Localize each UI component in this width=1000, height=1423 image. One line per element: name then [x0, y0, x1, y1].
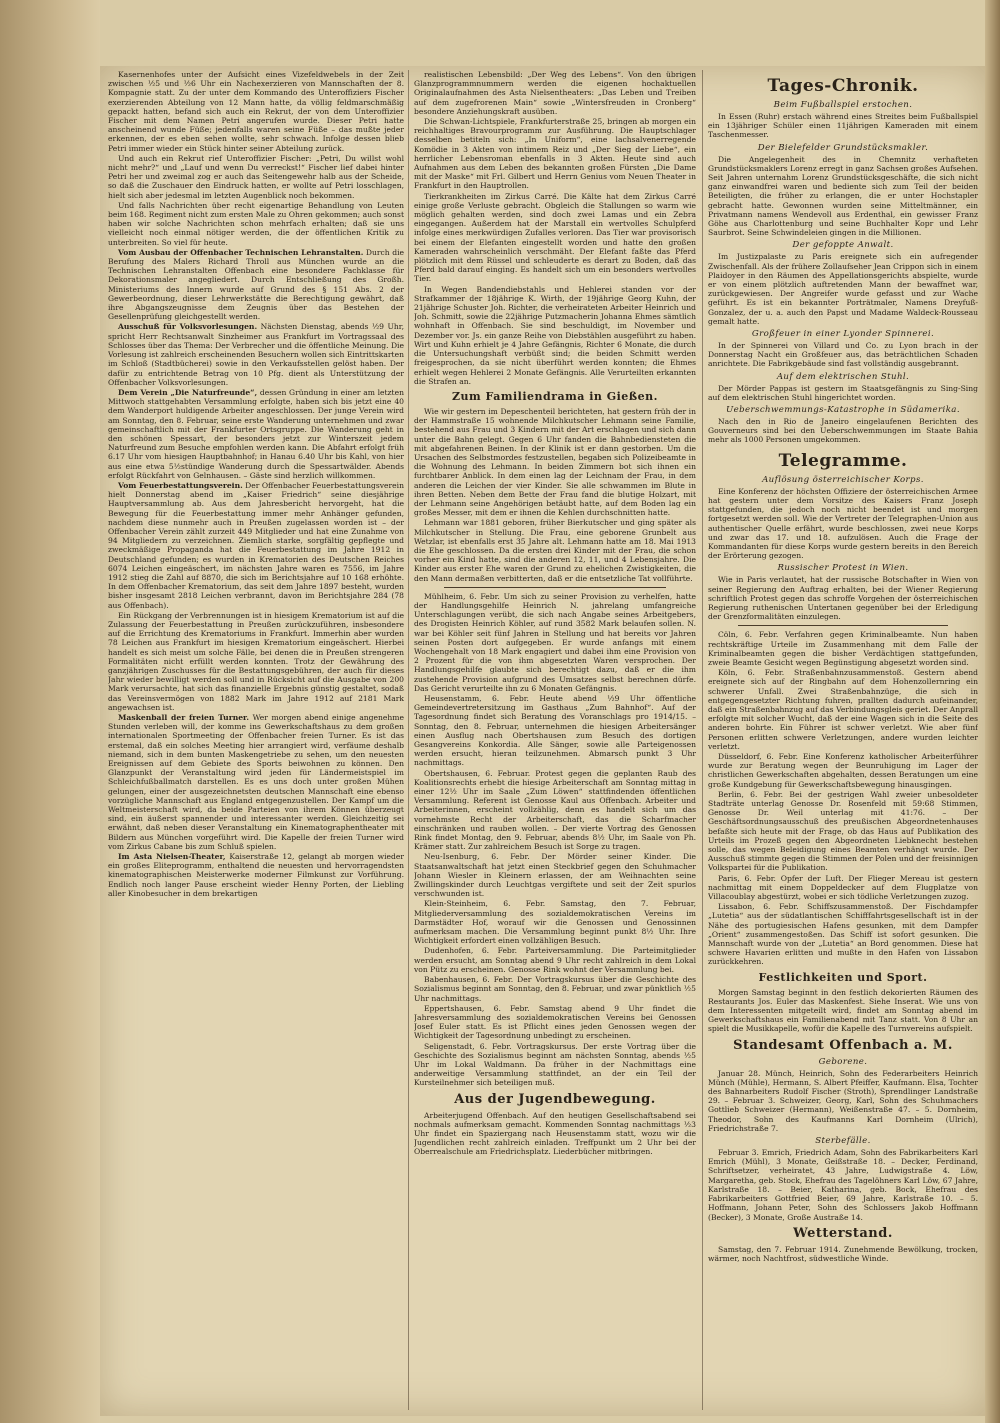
article-subheading: Ueberschwemmungs-Katastrophe in Südamerika.	[726, 405, 960, 416]
article-text: Eppertshausen, 6. Febr. Samstag abend 9 Uhr findet die Jahresversammlung des sozialdemokratischen Vereins bei Genossen Josef Euler statt. Es ist Pflicht eines jeden Genossen wegen der Wichtigkeit der Tagesordnung unbedingt zu erscheinen.	[414, 1003, 696, 1041]
article-subheading: Der Bielefelder Grundstücksmakler.	[757, 142, 929, 153]
article-text: Wie wir gestern im Depeschenteil berichteten, hat gestern früh der in der Hammstraße 15 wohnende Milchkutscher Lehmann seine Familie, bestehend aus Frau und 3 Kindern mit der Art erschlagen und sich dann unter die Bahn gelegt. Gegen 6 Uhr fanden die Bahnbediensteten die mit abgefahrenen Beinen. In der Klinik ist er dann gestorben. Um die Ursachen des Selbstmordes festzustellen, begaben sich Polizeibeamte in die Wohnung des Lehmann. In beiden Zimmern bot sich ihnen ein furchtbarer Anblick. In dem einen lag der Leichnam der Frau, in dem anderen die Leichen der vier Kinder. Sie alle schwammen im Blute in ihren Betten. Neben dem Bette der Frau fand die blutige Holzart, mit der Lehmann seine Angehörigen betäubt hatte, auf dem Boden lag ein großes Messer, mit dem er ihnen die Kehlen durchschnitten hatte.	[414, 406, 696, 518]
article-text: realistischen Lebensbild: „Der Weg des Lebens“. Von den übrigen Glanzprogrammnummern werden die eigenen hochaktuellen Originalaufnahmen des Asta Nielsentheaters: „Das Leben und Treiben auf dem zugefrorenen Main“ sowie „Wintersfreuden in Cronberg“ besondere Anziehungskraft ausüben.	[414, 70, 696, 116]
article-text: Düsseldorf, 6. Febr. Eine Konferenz katholischer Arbeiterführer wurde zur Beratung wegen der Beunruhigung im Lager der christlichen Gewerkschaften abgehalten, dessen Beratungen um eine große Kundgebung für Gewerkschaftsbewegung hinausgingen.	[708, 751, 978, 789]
article-text: In Essen (Ruhr) erstach während eines Streites beim Fußballspiel ein 13jähriger Schüler einen 11jährigen Kameraden mit einem Taschenmesser.	[708, 112, 978, 140]
article-subheading: Großfeuer in einer Lyonder Spinnerei.	[751, 329, 935, 340]
article-text: In der Spinnerei von Villard und Co. zu Lyon brach in der Donnerstag Nacht ein Großfeuer aus, das beträchtlichen Schaden anrichtete. Die Fabrikgebäude sind fast vollständig ausgebrannt.	[708, 341, 978, 369]
section-title: Festlichkeiten und Sport.	[758, 970, 928, 984]
article-text: Köln, 6. Febr. Straßenbahnzusammenstoß. Gestern abend ereignete sich auf der Ringbahn auf dem Hohenzollernring ein schwerer Unfall. Zwei Straßenbahnzüge, die sich in entgegengesetzter Richtung fuhren, prallten dadurch aufeinander, daß ein Straßenbahnzug auf das Verbindungsgleis geriet. Der Anprall erfolgte mit solcher Wucht, daß der eine Wagen sich in die Seite des anderen bohrte. Ein Führer ist schwer verletzt. Wie aber fünf Personen erlitten schwere Verletzungen, andere wurden leichter verletzt.	[708, 668, 978, 751]
divider	[444, 587, 666, 588]
article-text: Januar 28. Münch, Heinrich, Sohn des Federarbeiters Heinrich Münch (Mühle), Hermann, S. Albert Pfeiffer, Kaufmann. Elsa, Tochter des Bahnarbeiters Rudolf Fischer (Stroth), Sprendlinger Landstraße 29. – Februar 3. Schweizer, Georg, Karl, Sohn des Schuhmachers Gottlieb Schweizer (Hermann), Weißenstraße 47. – 5. Dornheim, Theodor, Sohn des Kaufmanns Karl Dornheim (Ulrich), Friedrichstraße 7.	[708, 1068, 978, 1133]
article-text: Cöln, 6. Febr. Verfahren gegen Kriminalbeamte. Nun haben rechtskräftige Urteile im Zusammenhang mit dem Falle der Kriminalbeamten gegen die bisher Verdächtigen stattgefunden, zweie Beamte Gesicht wegen Begünstigung abgesetzt worden sind.	[708, 630, 978, 667]
article-text: Berlin, 6. Febr. Bei der gestrigen Wahl zweier unbesoldeter Stadträte unterlag Genosse Dr. Rosenfeld mit 59:68 Stimmen, Genosse Dr. Weil unterlag mit 41:76. – Der Geschäftsordnungsausschuß des preußischen Abgeordnetenhauses befaßte sich heute mit der Frage, ob das Haus auf Publikation des Urteils im Prozeß gegen den Abgeordneten Liebknecht bestehen solle, das wegen Beleidigung eines Beamten verhängt wurde. Der Ausschuß stimmte gegen die Stimmen der Polen und der freisinnigen Volkspartei für die Publikation.	[708, 789, 978, 873]
article-text: Paris, 6. Febr. Opfer der Luft. Der Flieger Mereau ist gestern nachmittag mit einem Doppeldecker auf dem Flugplatze von Villacoublay abgestürzt, wobei er sich tödliche Verletzungen zuzog.	[708, 873, 978, 902]
article-text: Lissabon, 6. Febr. Schiffszusammenstoß. Der Fischdampfer „Lutetia“ aus der südatlantischen Schifffahrtsgesellschaft ist in der Nähe des portugiesischen Hafens gesunken, mit dem Dampfer „Orient“ zusammengestoßen. Das Schiff ist sofort gesunken. Die Mannschaft wurde von der „Lutetia“ an Bord genommen. Diese hat schwere Havarien erlitten und mußte in den Hafen von Lissabon zurückkehren.	[708, 902, 978, 967]
article-heading: Ausschuß für Volksvorlesungen.	[118, 322, 258, 332]
section-title: Telegramme.	[778, 450, 908, 471]
article-heading: Dem Verein „Die Naturfreunde“,	[118, 387, 258, 397]
divider	[738, 625, 948, 626]
section-heading: Zum Familiendrama in Gießen.	[452, 389, 658, 403]
article-text: Der Mörder Pappas ist gestern im Staatsgefängnis zu Sing-Sing auf dem elektrischen Stuhl hingerichtet worden.	[708, 383, 978, 402]
article-text: Kasernenhofes unter der Aufsicht eines Vizefeldwebels in der Zeit zwischen ½5 und ½6 Uhr ein Nachexerzieren von Mannschaften der 8. Kompagnie statt. Zu der unter dem Kommando des Unteroffiziers Fischer exerzierenden Abteilung von 12 Mann hatte, da völlig feldmarschmäßig gepackt hatten, befand sich auch ein Rekrut, der von dem Unteroffizier Fischer mit dem Namen Petri angerufen wurde. Dieser Petri hatte anscheinend wunde Füße; jedenfalls waren seine Füße – das mußte jeder erkennen, der es eben sehen wollte, sehr schwach. Infolge dessen blieb Petri immer wieder ein Stück hinter seiner Abteilung zurück.	[108, 70, 404, 153]
article-text: Durch die Berufung des Malers Richard Throll aus München wurde an die Technischen Lehranstalten Offenbach eine besondere Fachklasse für Dekorationsmaler angegliedert. Durch Entschließung des Großh. Ministeriums des Innern wurde auf Grund des § 151 Abs. 2 der Gewerbeordnung, dieser Lehrwerkstätte die Berechtigung gewährt, daß ihre Abgangszeugnisse dem Zeugnis über das Bestehen der Gesellenprüfung gleichgestellt werden.	[108, 247, 404, 322]
article-heading: Im Asta Nielsen-Theater,	[118, 852, 226, 862]
article-heading: Vom Feuerbestattungsverein.	[118, 480, 243, 490]
article-text: Die Angelegenheit des in Chemnitz verhafteten Grundstücksmaklers Lorenz erregt in ganz Sachsen großes Aufsehen. Seit Jahren unternahm Lorenz Grundstücksgeschäfte, die sich nicht ganz einwandfrei waren und bediente sich zum Teil der beiden Beteiligten, die früher zu erlangen, die er unter Hochstapler gebracht hatte. Gewonnen wurden seine Mitteltmänner, ein Privatmann namens Wendevoll aus Erdenthal, ein gewisser Franz Göhe aus Charlottenburg und seine Buchhalter Kopr und Lehr Saurbrot. Seine Schwindeleien gingen in die Millionen.	[708, 154, 978, 238]
section-title: Tages-Chronik.	[767, 76, 919, 96]
article-text: Samstag, den 7. Februar 1914. Zunehmende Bewölkung, trocken, wärmer, noch Nachtfrost, südwestliche Winde.	[708, 1244, 978, 1263]
article-text: Mühlheim, 6. Febr. Um sich zu seiner Provision zu verhelfen, hatte der Handlungsgehilfe Heinrich N. jahrelang umfangreiche Unterschlagungen verübt, die sich nach Angabe seines Arbeitgebers, des Drogisten Heinrich Köhler, auf rund 3582 Mark belaufen sollen. N. war bei Köhler seit fünf Jahren in Stellung und hat bereits vor Jahren seinen Posten dort aufgegeben. Er wurde anfangs mit einem Wochengehalt von 18 Mark engagiert und dabei ihm eine Provision von 2 Prozent für die von ihm abgesetzten Waren versprochen. Der Handlungsgehilfe glaubte sich berechtigt dazu, daß er die ihm zustehende Provision aufgrund des Umsatzes selbst berechnen dürfe. Das Gericht verurteilte ihn zu 6 Monaten Gefängnis.	[414, 591, 696, 693]
article-heading: Vom Ausbau der Offenbacher Technischen Lehranstalten.	[118, 247, 364, 257]
article-heading: Maskenball der freien Turner.	[118, 713, 249, 723]
article-text: Und auch ein Rekrut rief Unteroffizier Fischer: „Petri, Du willst wohl nicht mehr?“ und „Lauf und wenn Du verreckst!“ Fischer lief dabei hinter Petri her und zweimal zog er auch das Seitengewehr halb aus der Scheide, so daß die Zuschauer den Eindruck hatten, er wollte auf Petri losschlagen, hielt sich aber jedesmal im letzten Augenblick noch bekommen.	[108, 153, 404, 200]
article-text: dessen Gründung in einer am letzten Mittwoch stattgehabten Versammlung erfolgte, haben sich bis jetzt eine 40 dem Wanderport huldigende Arbeiter angeschlossen. Der junge Verein wird am Sonntag, den 8. Februar, seine erste Wanderung unternehmen und zwar gemeinschaftlich mit der Frankfurter Ortsgruppe. Die Wanderung geht in den schönen Spessart, der besonders jetzt zur Winterszeit jedem Naturfreund zum Besuche empfohlen werden kann. Die Abfahrt erfolgt früh 6.17 Uhr vom hiesigen Hauptbahnhof; in Hanau 6.40 Uhr bis Kahl, von hier aus eine etwa 5½stündige Wanderung durch die Spessartwälder. Abends erfolgt Rückfahrt von Gelnhausen. – Gäste sind herzlich willkommen.	[108, 387, 404, 480]
column-1	[108, 70, 404, 1415]
article-text: Babenhausen, 6. Febr. Der Vortragskursus über die Geschichte des Sozialismus beginnt am Sonntag, den 8. Februar, und zwar pünktlich ½5 Uhr nachmittags.	[414, 975, 696, 1003]
article-subheading: Geborene.	[818, 1056, 868, 1067]
article-text: In Wegen Bandendiebstahls und Hehlerei standen vor der Strafkammer der 18jährige K. Wirth, der 19jährige Georg Kuhn, der 21jährige Schuster Joh. Richter, die verheirateten Arbeiter Heinrich und Joh. Schmitt, sowie die 22jährige Putzmacherin Johanna Ehmes sämtlich wohnhaft in Offenbach. Sie sind beschuldigt, im November und Dezember vor. Js. ein ganze Reihe von Diebstählen ausgeführt zu haben. Wirt und Kuhn erhielt je 4 Jahre Gefängnis, Richter 6 Monate, die durch die Untersuchungshaft verbüßt sind; die beiden Schmitt werden freigesprochen, da sie nicht überführt werden konnten; die Ehmes erhielt wegen Hehlerei 2 Monate Gefängnis. Alle Verurteilten erkannten die Strafen an.	[414, 284, 696, 386]
article-text: Klein-Steinheim, 6. Febr. Samstag, den 7. Februar, Mitgliederversammlung des sozialdemokratischen Vereins im Darmstädter Hof, worauf wir die Genossen und Genossinnen aufmerksam machen. Die Versammlung beginnt punkt 8½ Uhr. Ihre Wichtigkeit erfordert einen vollzähligen Besuch.	[414, 899, 696, 946]
column-rule-1	[408, 70, 409, 1410]
article-text: Lehmann war 1881 geboren, früher Bierkutscher und ging später als Milchkutscher in Stellung. Die Frau, eine geborene Grunbelt aus Wetzlar, ist ebenfalls erst 35 Jahre alt. Lehmann hatte am 18. Mai 1913 die Ehe geschlossen. Da die ersten drei Kinder mit der Frau, die schon vorher ein Kind hatte, sind die anderen 12, 11, und 4 Lebensjahre. Die Kinder aus erster Ehe waren der Grund zu ehelichen Zwistigkeiten, die den Mann dermaßen verbitterten, daß er die entsetzliche Tat vollführte.	[414, 518, 696, 583]
article-subheading: Der gefoppte Anwalt.	[792, 240, 894, 251]
article-text: Morgen Samstag beginnt in den festlich dekorierten Räumen des Restaurants Jos. Euler das Maskenfest. Siehe Inserat. Wie uns von dem Interessenten mitgeteilt wird, findet am Sonntag abend im Gewerkschaftshaus ein Familienabend mit Tanz statt. Von 8 Uhr an spielt die Musikkapelle, wofür die Kapelle des Turnvereins aufspielt.	[708, 987, 978, 1034]
page-binding	[0, 0, 100, 1423]
article-text: Wer morgen abend einige angenehme Stunden verleben will, der komme ins Gewerkschaftshaus zu dem großen internationalen Sportmeeting der Offenbacher freien Turner. Es ist das erstemal, daß ein solches Meeting hier arrangiert wird, verfäume deshalb niemand, sich in dem bunten Maskengetriebe zu sehen, um den neuesten Ereignissen auf dem Gebiete des Sports beiwohnen zu können. Den Glanzpunkt der Veranstaltung wird jeden für Ländermeistspiel im Schleichfußballmatch darstellen. Es es uns doch unter großen Mühen gelungen, einer der ausgezeichnetsten deutschen Mannschaft eine ebenso vorzügliche Mannschaft aus England entgegenzustellen. Der Kampf um die Weltmeisterschaft wird, da beide Parteien von ihrem Können überzeugt sind, ein äußerst spannender und interessanter werden. Gleichzeitig sei erwähnt, daß neben dieser Veranstaltung ein Kinematographentheater mit Bildern aus München vorgeführt wird. Die Kapelle der freien Turner wird vom Zirkus Cabane bis zum Schluß spielen.	[108, 713, 404, 851]
article-text: Kaiserstraße 12, gelangt ab morgen wieder ein großes Eliteprogramm, enthaltend die neuesten und hervorragendsten kinematographischen Meisterwerke moderner Filmkunst zur Vorführung. Endlich noch langer Pause erscheint wieder Henny Porten, der Liebling aller Kinobesucher in dem brekartigen	[108, 852, 404, 898]
article-text: Nächsten Dienstag, abends ½9 Uhr, spricht Herr Rechtsanwalt Sinzheimer aus Frankfurt im Vortragssaal des Schlosses über das Thema: Der Verbrecher und die öffentliche Meinung. Die Vorlesung ist zahlreich erscheinenden Besuchern wollen sich Eintrittskarten im Schloß (Stadtbücherei) sowie in den Verkaufsstellen gelöst haben. Der dafür zu entrichtende Betrag von 10 Pfg. dient als Unterstützung der Offenbacher Volksvorlesungen.	[108, 322, 404, 387]
section-title: Wetterstand.	[793, 1225, 893, 1241]
article-text: Die Schwan-Lichtspiele, Frankfurterstraße 25, bringen ab morgen ein reichhaltiges Bravourprogramm zur Ausführung. Die Hauptschlager desselben betiteln sich: „In Uniform“, eine lachsalvenerregende Komödie in 3 Akten von intimem Reiz und „Der Sieg der Liebe“, ein herrlicher Lebensroman ebenfalls in 3 Akten. Heute sind auch Aufnahmen aus dem Leben des bekannten großen Fürsten „Die Dame mit der Maske“ mit Frl. Gilbert und Herrn Genius vom Neuen Theater in Frankfurt in den Hauptrollen.	[414, 117, 696, 191]
article-subheading: Auf dem elektrischen Stuhl.	[776, 371, 910, 382]
column-2	[414, 70, 696, 1415]
page-edge	[985, 0, 1000, 1423]
article-text: Obertshausen, 6. Februar. Protest gegen die geplanten Raub des Koalitionsrechts erhebt die hiesige Arbeiterschaft am Sonntag mittag in einer 12½ Uhr im Saale „Zum Löwen“ stattfindenden öffentlichen Versammlung. Referent ist Genosse Kaul aus Offenbach. Arbeiter und Arbeiterinnen, erscheint vollzählig, denn es handelt sich um das vornehmste Recht der Arbeiterschaft, das die Scharfmacher einschränken und rauben wollen. – Der vierte Vortrag des Genossen Rink findet Montag, den 9. Februar, abends 8½ Uhr, im Saale von Ph. Krämer statt. Zur zahlreichem Besuch ist Sorge zu tragen.	[414, 768, 696, 852]
article-text: Dudenhofen, 6. Febr. Parteiversammlung. Die Parteimitglieder werden ersucht, am Sonntag abend 9 Uhr recht zahlreich in dem Lokal von Pütz zu erscheinen. Genosse Rink wohnt der Versammlung bei.	[414, 946, 696, 974]
article-text: Im Justizpalaste zu Paris ereignete sich ein aufregender Zwischenfall. Als der frühere Zollaufseher Jean Crippon sich in einem Plaidoyer in den Räumen des Appellationsgerichts abspielte, wurde er von einem plötzlich auftretenden Mann der bewaffnet war, zurückgewiesen. Der Angreifer wurde gefasst und zur Wache geführt. Es ist ein bekannter Porträtmaler, Namens Dreyfuß-Gonzalez, der u. a. auch den Papst und Madame Waldeck-Rousseau gemalt hatte.	[708, 252, 978, 326]
article-text: Heusenstamm, 6. Febr. Heute abend ½9 Uhr öffentliche Gemeindevertretersitzung im Gasthaus „Zum Bahnhof“. Auf der Tagesordnung findet sich Beratung des Voranschlags pro 1914/15. – Sonntag, den 8. Februar, unternehmen die hiesigen Arbeitersänger einen Ausflug nach Obertshausen zum Besuch des dortigen Gesangvereins Konkordia. Alle Sänger, sowie alle Parteigenossen werden ersucht, hieran teilzunehmen. Abmarsch punkt 3 Uhr nachmittags.	[414, 694, 696, 768]
column-3	[708, 70, 978, 1415]
article-subheading: Sterbefälle.	[815, 1136, 871, 1147]
article-text: Neu-Isenburg, 6. Febr. Der Mörder seiner Kinder. Die Staatsanwaltschaft hat jetzt einen Steckbrief gegen den Schuhmacher Johann Wiesler in Kleinern erlassen, der am Weihnachten seine Zwillingskinder durch Leuchtgas vergiftete und seit der Zeit spurlos verschwunden ist.	[414, 852, 696, 899]
article-text: Und falls Nachrichten über recht eigenartige Behandlung von Leuten beim 168. Regiment nicht zum ersten Male zu Ohren gekommen; auch sonst haben wir solche Nachrichten schon mehrfach erhalten; daß sie uns vielleicht noch einmal nötiger werden, die der öffentlichen Kritik zu unterbreiten. So viel für heute.	[108, 200, 404, 247]
article-subheading: Auflösung österreichischer Korps.	[762, 474, 924, 485]
article-text: Seligenstadt, 6. Febr. Vortragskursus. Der erste Vortrag über die Geschichte des Sozialismus beginnt am nächsten Sonntag, abends ½5 Uhr im Lokal Waldmann. Da früher in der Nachmittags eine anderweitige Versammlung stattfindet, an der ein Teil der Kursteilnehmer sich beteiligen muß.	[414, 1041, 696, 1088]
article-subheading: Russischer Protest in Wien.	[777, 563, 909, 574]
column-rule-2	[702, 70, 703, 1410]
article-text: Ein Rückgang der Verbrennungen ist in hiesigem Krematorium ist auf die Zulassung der Feuerbestattung in Preußen zurückzuführen, insbesondere auf die Errichtung des Krematoriums in Frankfurt. Immerhin aber wurden 78 Leichen aus Frankfurt im hiesigen Krematorium eingeäschert. Hierbei handelt es sich meist um solche Fälle, bei denen die in Preußen strengeren Formalitäten nicht erfüllt werden konnten. Trotz der Gewährung des ganzjährigen Zuschusses für die Bestattungsgebühren, der auch für dieses Jahr wieder bewilligt werden soll und in Rücksicht auf die Ausgabe von 200 Mark verursachte, hat sich das finanzielle Ergebnis günstig gestaltet, sodaß das Vereinsvermögen von 1882 Mark im Jahre 1912 auf 2181 Mark angewachsen ist.	[108, 610, 404, 712]
article-text: Februar 3. Emrich, Friedrich Adam, Sohn des Fabrikarbeiters Karl Emrich (Mühl), 3 Monate, Geißstraße 18. – Decker, Ferdinand, Schriftsetzer, verheiratet, 43 Jahre, Ludwigstraße 4. Löw, Margaretha, geb. Stock, Ehefrau des Tagelöhners Karl Löw, 67 Jahre, Karlstraße 18. – Beier, Katharina, geb. Bock, Ehefrau des Fabrikarbeiters Gottfried Beier, 69 Jahre, Karlstraße 10. – 5. Hoffmann, Johann Peter, Sohn des Schlossers Jakob Hoffmann (Becker), 3 Monate, Große Austraße 14.	[708, 1148, 978, 1222]
article-text: Wie in Paris verlautet, hat der russische Botschafter in Wien von seiner Regierung den Auftrag erhalten, bei der Wiener Regierung schriftlich Protest gegen das schroffe Vorgehen der österreichischen Regierung ruthenischen Untertanen gegenüber bei der Erledigung der Grenzformalitäten einzulegen.	[708, 575, 978, 622]
article-text: Tierkrankheiten im Zirkus Carré. Die Kälte hat dem Zirkus Carré einige große Verluste gebracht. Obgleich die Stallungen so warm wie möglich gehalten werden, sind doch zwei Lamas und ein Zebra eingegangen. Außerdem hat der Marstall ein wertvolles Schulpferd infolge eines merkwürdigen Zufalles verloren. Das Tier war provisorisch bei einem der Elefanten eingestellt worden und hatte den großen Kameraden wahrscheinlich verschmäht. Der Elefant faßte das Pferd plötzlich mit dem Rüssel und schleuderte es derart zu Boden, daß das Pferd bald darauf einging. Es handelt sich um ein besonders wertvolles Tier.	[414, 191, 696, 284]
section-title: Standesamt Offenbach a. M.	[733, 1037, 953, 1053]
article-text: Nach den in Rio de Janeiro eingelaufenen Berichten des Gouverneurs sind bei den Ueberschwemmungen im Staate Bahia mehr als 1000 Personen umgekommen.	[708, 417, 978, 445]
section-heading: Aus der Jugendbewegung.	[454, 1091, 656, 1107]
article-text: Arbeiterjugend Offenbach. Auf den heutigen Gesellschaftsabend sei nochmals aufmerksam gemacht. Kommenden Sonntag nachmittags ½3 Uhr findet ein Spaziergang nach Heusenstamm statt, wozu wir die Jugendlichen recht zahlreich einladen. Treffpunkt um 2 Uhr bei der Oberrealschule am Friedrichsplatz. Liederbücher mitbringen.	[414, 1110, 696, 1157]
article-text: Eine Konferenz der höchsten Offiziere der österreichischen Armee hat gestern unter dem Vorsitze des Kaisers Franz Joseph stattgefunden, die jedoch noch nicht beendet ist und morgen fortgesetzt werden soll. Wie der Vertreter der Telegraphen-Union aus authentischer Quelle erfährt, wurde beschlossen, zwei neue Korps und zwar das 17. und 18. aufzulösen. Auch die Frage der Kommandanten für diese Korps wurde gestern bereits in den Bereich der Erörterung gezogen.	[708, 486, 978, 561]
article-subheading: Beim Fußballspiel erstochen.	[773, 100, 913, 110]
article-text: Der Offenbacher Feuerbestattungsverein hielt Donnerstag abend im „Kaiser Friedrich“ seine diesjährige Hauptversammlung ab. Aus dem Jahresbericht hervorgeht, hat die Bewegung für die Feuerbestattung immer mehr Anhänger gefunden, nachdem diese nunmehr auch in Preußen zugelassen worden ist – der Offenbacher Verein zählt zurzeit 449 Mitglieder und hat eine Zunahme von 94 Mitgliedern zu verzeichnen. Ziemlich starke, sorgfältig gepflegte und zweckmäßige Propaganda hat die Feuerbestattung im Jahre 1912 in Deutschland gefunden; es wurden in Krematorien des Deutschen Reiches 6074 Leichen eingeäschert, im nächsten Jahre waren es 7556, im Jahre 1912 stieg die Zahl auf 8870, die sich im Berichtsjahre auf 10 168 erhöhte. In dem Offenbacher Krematorium, das seit dem Jahre 1897 besteht, wurden bisher insgesamt 2818 Leichen verbrannt, davon im Berichtsjahre 284 (78 aus Offenbach).	[108, 480, 404, 610]
